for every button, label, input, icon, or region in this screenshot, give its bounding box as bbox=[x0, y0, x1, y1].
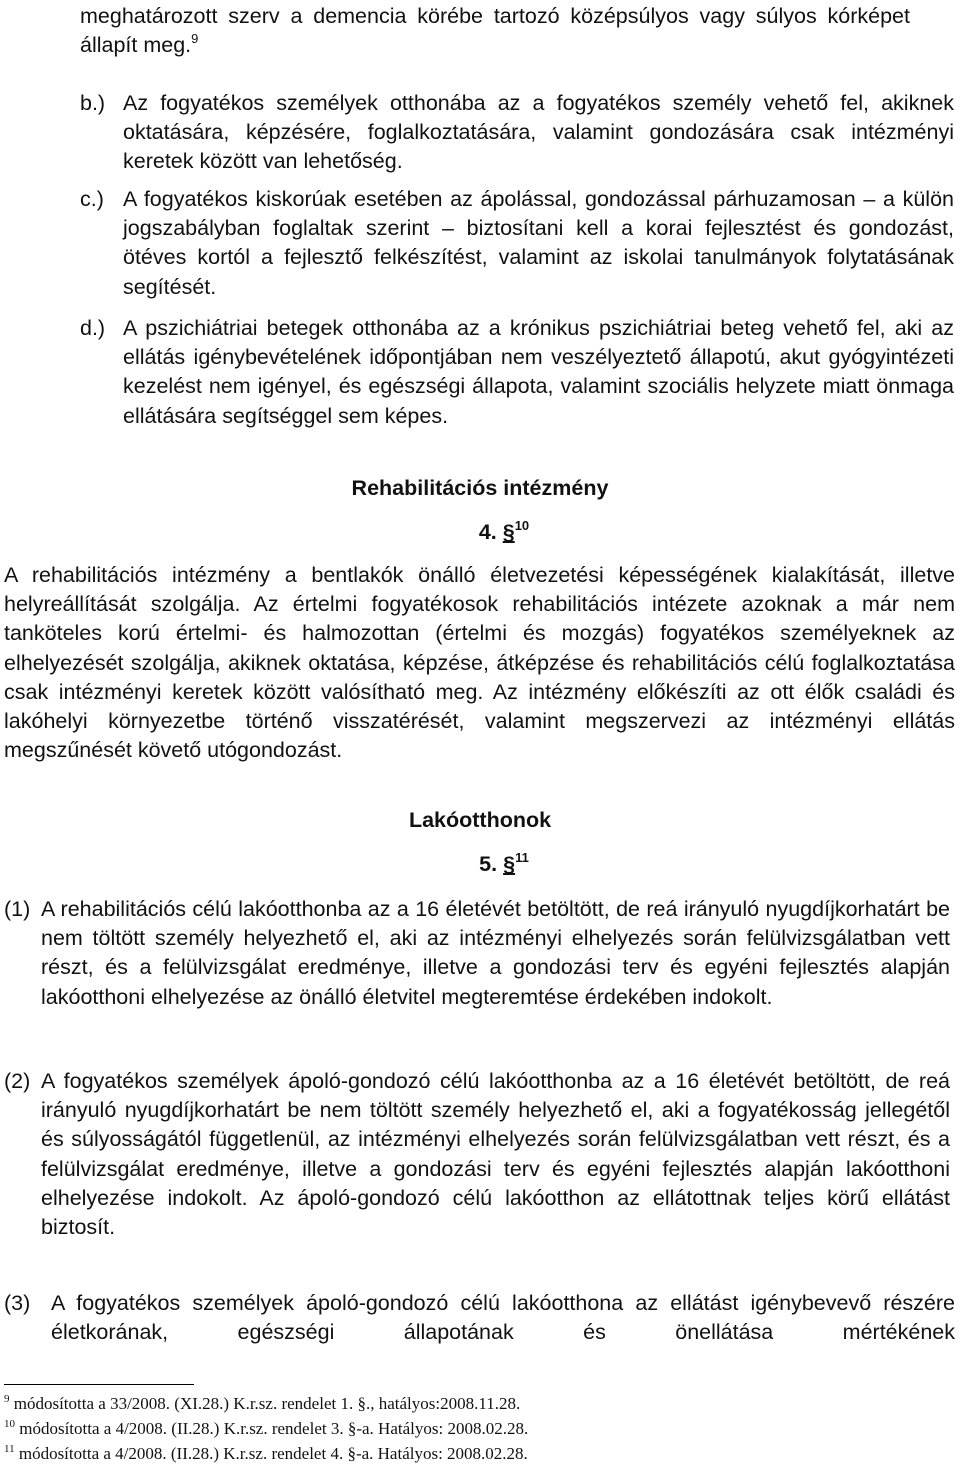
footnote-10: $^{10}$ módosította a 4/2008. (II.28.) K.r.sz. rendelet 3. §-a. Hatályos: 2008.02.28. bbox=[4, 1418, 529, 1438]
paragraph-text: A rehabilitációs célú lakóotthonba az a 16 életévét betöltött, de reá irányuló nyugdíjkorhatárt be nem töltött személy helyezhető el, aki az intézményi elhelyezés során felülvizsgálatban vett részt, és a felülvizsgálat eredménye, illetve a gondozási terv és egyéni fejlesztés alapján lakóotthoni elhelyezése az önálló életvitel megteremtése érdekében indokolt. bbox=[41, 897, 950, 1009]
paragraph-text: A fogyatékos személyek ápoló-gondozó célú lakóotthonba az a 16 életévét betöltött, de reá irányuló nyugdíjkorhatárt be nem töltött személy helyezhető el, aki a fogyatékosság jellegétől és súlyosságától függetlenül, az intézményi elhelyezés során felülvizsgálatban vett részt, és a felülvizsgálat eredménye, illetve a gondozási terv és egyéni fejlesztés alapján lakóotthoni elhelyezése indokolt. Az ápoló-gondozó célú lakóotthon az ellátottnak teljes körű ellátást biztosít. bbox=[41, 1069, 950, 1240]
paragraph-text: A fogyatékos személyek ápoló-gondozó célú lakóotthona az ellátást igénybevevő részére életkorának, egészségi állapotának és önellátása mértékének bbox=[51, 1291, 955, 1345]
list-item-label: c.) bbox=[80, 187, 104, 211]
footnote-ref-9: 9 bbox=[191, 31, 199, 47]
footnote-11: $^{11}$ módosította a 4/2008. (II.28.) K.r.sz. rendelet 4. §-a. Hatályos: 2008.02.28. bbox=[4, 1443, 528, 1463]
footnote-divider bbox=[4, 1384, 194, 1385]
footnote-9: $^9$ módosította a 33/2008. (XI.28.) K.r.sz. rendelet 1. §., hatályos:2008.11.28. bbox=[4, 1393, 521, 1413]
paragraph-label: (1) bbox=[4, 897, 31, 921]
section-5-title: Lakóotthonok bbox=[408, 808, 552, 832]
section-4-text: A rehabilitációs intézmény a bentlakók önálló életvezetési képességének kialakítását, illetve helyreállítását szolgálja. Az értelmi fogyatékosok rehabilitációs intézete azoknak a már nem tanköteles korú értelmi- és halmozottan (értelmi és mozgás) fogyatékos személyeknek az elhelyezését szolgálja, akiknek oktatása, képzése, átképzése és rehabilitációs célú foglalkoztatása csak intézményi keretek között valósítható meg. Az intézmény előkészíti az ott élők családi és lakóhelyi környezetbe történő visszatérését, valamint megszervezi az intézményi ellátás megszűnését követő utógondozást. bbox=[4, 563, 955, 763]
section-4-title: Rehabilitációs intézmény bbox=[351, 476, 609, 500]
continuation-text: meghatározott szerv a demencia körébe tartozó középsúlyos vagy súlyos kórképet állapít meg.$^9$ bbox=[80, 4, 910, 58]
list-item-text: Az fogyatékos személyek otthonába az a fogyatékos személy vehető fel, akiknek oktatására, képzésére, foglalkoztatására, valamint gondozására csak intézményi keretek között van lehetőség. bbox=[123, 91, 954, 174]
list-item-text: A fogyatékos kiskorúak esetében az ápolással, gondozással párhuzamosan – a külön jogszabályban foglaltak szerint – biztosítani kell a korai fejlesztést és gondozást, ötéves kortól a fejlesztő felkészítést, valamint az iskolai tanulmányok folytatásának segítését. bbox=[123, 187, 954, 299]
section-4-number: 4. §$^{10}$ bbox=[478, 518, 530, 544]
paragraph-label: (3) bbox=[4, 1291, 31, 1315]
paragraph-label: (2) bbox=[4, 1069, 31, 1093]
section-5-number: 5. §$^{11}$ bbox=[479, 850, 529, 876]
footnote-ref-11: 11 bbox=[515, 850, 529, 865]
paragraph-sign: § bbox=[503, 852, 516, 876]
paragraph-sign: § bbox=[502, 520, 515, 544]
list-item-text: A pszichiátriai betegek otthonába az a krónikus pszichiátriai beteg vehető fel, aki az ellátás igénybevételének időpontjában nem veszélyeztető állapotú, akut gyógyintézeti kezelést nem igényel, és egészségi állapota, valamint szociális helyzete miatt önmaga ellátására segítséggel sem képes. bbox=[123, 316, 954, 428]
footnote-ref-10: 10 bbox=[514, 518, 530, 533]
list-item-label: d.) bbox=[80, 316, 106, 340]
list-item-label: b.) bbox=[80, 91, 106, 115]
